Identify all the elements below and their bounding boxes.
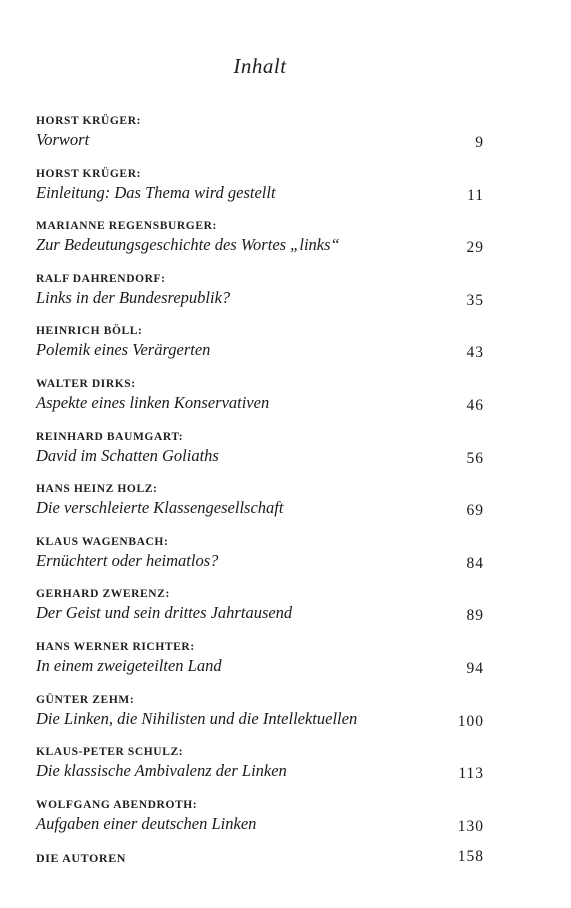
entry-title: Die Linken, die Nihilisten und die Intellektuellen — [36, 708, 358, 728]
entry-author: GÜNTER ZEHM: — [36, 693, 135, 706]
toc-entry — [36, 482, 486, 535]
entry-title: Zur Bedeutungsgeschichte des Wortes „links“ — [36, 235, 340, 255]
toc-entry — [36, 430, 486, 483]
toc-entry — [36, 219, 486, 272]
entry-page-number: 43 — [466, 344, 484, 362]
toc-entry — [36, 535, 486, 588]
entry-author: MARIANNE REGENSBURGER: — [36, 220, 217, 233]
entry-label: DIE AUTOREN — [36, 851, 127, 866]
table-of-contents — [36, 114, 486, 881]
entry-author: HORST KRÜGER: — [36, 115, 142, 127]
entry-page-number: 158 — [457, 848, 484, 866]
entry-page-number: 113 — [458, 765, 484, 783]
entry-author: HORST KRÜGER: — [36, 167, 142, 180]
entry-author: GERHARD ZWERENZ: — [36, 588, 170, 601]
entry-page-number: 46 — [466, 396, 484, 414]
toc-entry — [36, 745, 486, 798]
toc-entry — [36, 324, 486, 377]
entry-title: Der Geist und sein drittes Jahrtausend — [36, 603, 293, 623]
entry-title: David im Schatten Goliaths — [36, 445, 219, 465]
entry-title: Einleitung: Das Thema wird gestellt — [36, 182, 276, 202]
toc-entry — [36, 587, 486, 640]
toc-entry — [36, 693, 486, 746]
entry-page-number: 9 — [475, 134, 484, 151]
entry-page-number: 100 — [457, 712, 484, 730]
entry-page-number: 29 — [466, 239, 484, 257]
toc-entry — [36, 114, 486, 167]
entry-title: Aspekte eines linken Konservativen — [36, 392, 270, 412]
entry-author: KLAUS WAGENBACH: — [36, 535, 169, 548]
toc-entry — [36, 377, 486, 430]
toc-entry — [36, 167, 486, 220]
entry-author: HEINRICH BÖLL: — [36, 325, 143, 338]
entry-title: In einem zweigeteilten Land — [36, 655, 222, 675]
entry-page-number: 69 — [466, 502, 484, 520]
toc-entry — [36, 798, 486, 851]
entry-page-number: 130 — [457, 817, 484, 835]
entry-page-number: 35 — [466, 291, 484, 309]
entry-author: KLAUS-PETER SCHULZ: — [36, 746, 184, 759]
entry-title: Ernüchtert oder heimatlos? — [36, 550, 219, 570]
entry-author: RALF DAHRENDORF: — [36, 272, 166, 285]
entry-title: Links in der Bundesrepublik? — [36, 287, 231, 307]
entry-title: Die klassische Ambivalenz der Linken — [36, 761, 287, 781]
toc-entry-authors — [36, 848, 486, 881]
entry-page-number: 11 — [467, 186, 484, 204]
page-title: Inhalt — [233, 54, 287, 78]
entry-page-number: 94 — [466, 659, 484, 677]
entry-author: HANS WERNER RICHTER: — [36, 640, 195, 653]
entry-author: WOLFGANG ABENDROTH: — [36, 798, 198, 811]
entry-author: REINHARD BAUMGART: — [36, 430, 184, 443]
entry-page-number: 89 — [466, 607, 484, 625]
entry-author: WALTER DIRKS: — [36, 377, 136, 390]
entry-page-number: 84 — [466, 554, 484, 572]
entry-title: Polemik eines Verärgerten — [36, 340, 211, 360]
entry-title: Vorwort — [36, 130, 90, 149]
entry-page-number: 56 — [466, 449, 484, 467]
toc-entry — [36, 272, 486, 325]
entry-title: Aufgaben einer deutschen Linken — [36, 813, 257, 833]
entry-author: HANS HEINZ HOLZ: — [36, 483, 158, 496]
entry-title: Die verschleierte Klassengesellschaft — [36, 498, 284, 518]
toc-entry — [36, 640, 486, 693]
